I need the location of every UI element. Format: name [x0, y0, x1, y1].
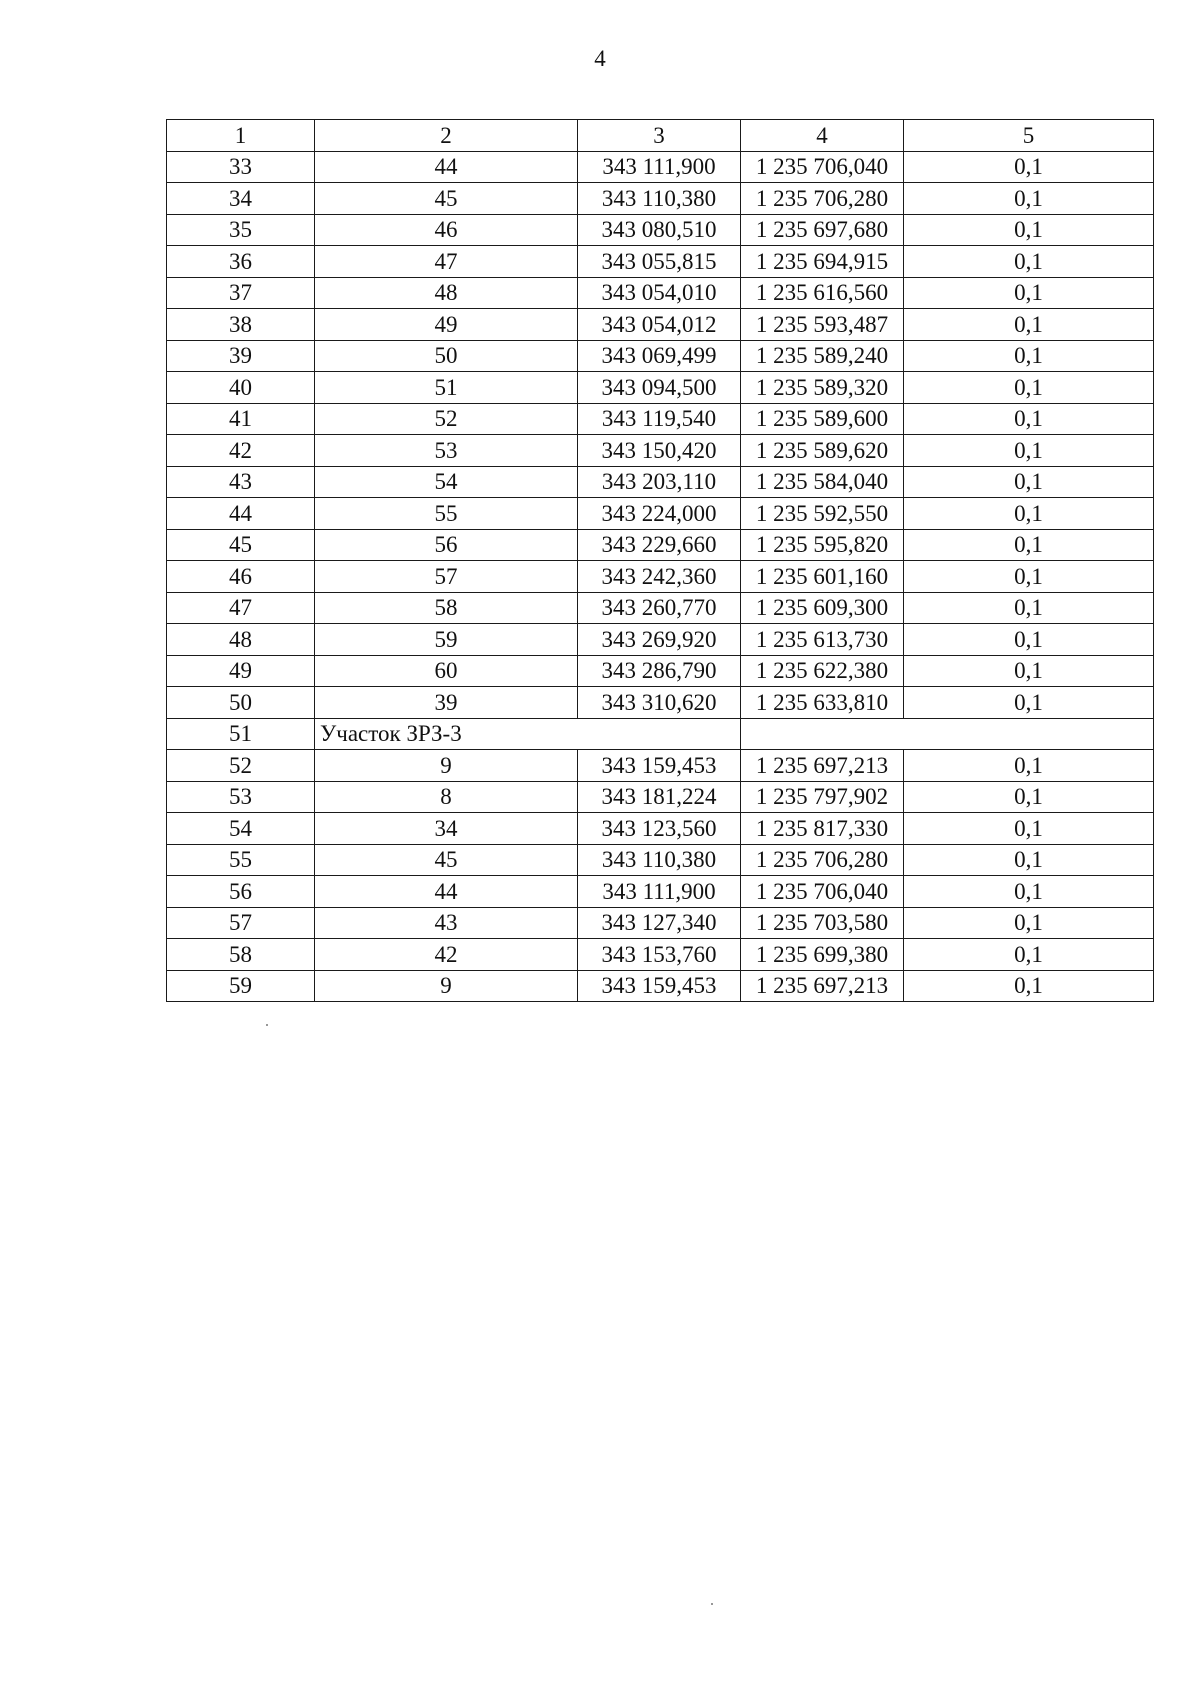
header-cell: 4	[741, 120, 904, 152]
table-cell: 0,1	[904, 750, 1154, 782]
table-cell: 1 235 697,213	[741, 970, 904, 1002]
table-cell: 1 235 613,730	[741, 624, 904, 656]
table-cell: 0,1	[904, 277, 1154, 309]
table-cell: 343 119,540	[578, 403, 741, 435]
table-cell: 43	[315, 907, 578, 939]
table-cell: 39	[315, 687, 578, 719]
table-cell: 1 235 706,280	[741, 844, 904, 876]
table-cell: 50	[315, 340, 578, 372]
table-cell: 49	[167, 655, 315, 687]
table-cell: 44	[315, 151, 578, 183]
section-label-cell: Участок ЗРЗ-3	[315, 718, 741, 750]
table-row	[167, 939, 1154, 971]
table-cell: 42	[315, 939, 578, 971]
table-cell: 343 127,340	[578, 907, 741, 939]
table-cell: 0,1	[904, 655, 1154, 687]
table-cell: 1 235 697,680	[741, 214, 904, 246]
table-row	[167, 687, 1154, 719]
table-cell: 56	[315, 529, 578, 561]
table-cell: 0,1	[904, 529, 1154, 561]
table-row	[167, 876, 1154, 908]
table-cell: 1 235 589,600	[741, 403, 904, 435]
table-row	[167, 214, 1154, 246]
table-cell: 343 150,420	[578, 435, 741, 467]
table-cell: 343 310,620	[578, 687, 741, 719]
table-cell: 0,1	[904, 687, 1154, 719]
table-cell: 52	[167, 750, 315, 782]
table-row	[167, 529, 1154, 561]
table-cell: 46	[315, 214, 578, 246]
table-cell: 49	[315, 309, 578, 341]
table-cell: 57	[315, 561, 578, 593]
table-cell: 1 235 633,810	[741, 687, 904, 719]
table-cell: 343 159,453	[578, 970, 741, 1002]
table-cell: 58	[315, 592, 578, 624]
table-cell: 343 203,110	[578, 466, 741, 498]
table-cell: 59	[315, 624, 578, 656]
table-cell: 55	[315, 498, 578, 530]
section-empty-cell	[741, 718, 1154, 750]
table-cell: 343 110,380	[578, 183, 741, 215]
table-cell: 343 229,660	[578, 529, 741, 561]
table-cell: 343 286,790	[578, 655, 741, 687]
table-cell: 1 235 706,040	[741, 151, 904, 183]
table-cell: 1 235 706,040	[741, 876, 904, 908]
table-cell: 1 235 609,300	[741, 592, 904, 624]
table-cell: 47	[315, 246, 578, 278]
table-cell: 35	[167, 214, 315, 246]
table-cell: 1 235 622,380	[741, 655, 904, 687]
table-row	[167, 340, 1154, 372]
table-cell: 0,1	[904, 592, 1154, 624]
table-cell: 40	[167, 372, 315, 404]
table-cell: 48	[315, 277, 578, 309]
table-cell: 0,1	[904, 466, 1154, 498]
table-cell: 46	[167, 561, 315, 593]
table-cell: 0,1	[904, 246, 1154, 278]
table-cell: 1 235 817,330	[741, 813, 904, 845]
coordinates-table-body	[167, 120, 1154, 1002]
table-cell: 0,1	[904, 561, 1154, 593]
table-cell: 9	[315, 750, 578, 782]
table-cell: 1 235 797,902	[741, 781, 904, 813]
table-row	[167, 277, 1154, 309]
table-cell: 0,1	[904, 624, 1154, 656]
table-cell: 53	[167, 781, 315, 813]
table-row	[167, 498, 1154, 530]
table-cell: 37	[167, 277, 315, 309]
table-cell: 0,1	[904, 183, 1154, 215]
table-cell: 42	[167, 435, 315, 467]
table-cell: 34	[167, 183, 315, 215]
table-cell: 343 159,453	[578, 750, 741, 782]
scan-speck	[711, 1603, 713, 1605]
table-cell: 45	[167, 529, 315, 561]
header-cell: 2	[315, 120, 578, 152]
table-cell: 343 123,560	[578, 813, 741, 845]
table-cell: 343 080,510	[578, 214, 741, 246]
table-cell: 343 110,380	[578, 844, 741, 876]
table-cell: 1 235 589,620	[741, 435, 904, 467]
table-cell: 0,1	[904, 309, 1154, 341]
table-cell: 343 242,360	[578, 561, 741, 593]
table-row	[167, 403, 1154, 435]
table-cell: 50	[167, 687, 315, 719]
table-row	[167, 466, 1154, 498]
table-cell: 343 269,920	[578, 624, 741, 656]
table-cell: 38	[167, 309, 315, 341]
table-row	[167, 435, 1154, 467]
table-cell: 1 235 584,040	[741, 466, 904, 498]
table-cell: 0,1	[904, 151, 1154, 183]
table-cell: 1 235 697,213	[741, 750, 904, 782]
table-cell: 9	[315, 970, 578, 1002]
table-row	[167, 309, 1154, 341]
table-cell: 343 094,500	[578, 372, 741, 404]
table-row	[167, 970, 1154, 1002]
table-cell: 343 260,770	[578, 592, 741, 624]
table-row	[167, 907, 1154, 939]
table-cell: 0,1	[904, 970, 1154, 1002]
table-cell: 0,1	[904, 813, 1154, 845]
page-number: 4	[594, 46, 606, 71]
table-cell: 0,1	[904, 498, 1154, 530]
table-cell: 1 235 592,550	[741, 498, 904, 530]
coordinates-table	[166, 119, 1154, 1002]
table-row	[167, 813, 1154, 845]
table-cell: 0,1	[904, 781, 1154, 813]
table-cell: 0,1	[904, 939, 1154, 971]
table-row	[167, 561, 1154, 593]
table-row	[167, 372, 1154, 404]
table-cell: 1 235 616,560	[741, 277, 904, 309]
table-cell: 0,1	[904, 403, 1154, 435]
table-cell: 0,1	[904, 907, 1154, 939]
table-cell: 54	[315, 466, 578, 498]
table-row	[167, 750, 1154, 782]
table-cell: 343 153,760	[578, 939, 741, 971]
table-cell: 33	[167, 151, 315, 183]
table-cell: 0,1	[904, 844, 1154, 876]
table-row	[167, 246, 1154, 278]
table-cell: 1 235 589,320	[741, 372, 904, 404]
table-cell: 53	[315, 435, 578, 467]
table-cell: 41	[167, 403, 315, 435]
scan-speck	[266, 1024, 268, 1026]
table-cell: 343 111,900	[578, 151, 741, 183]
table-cell: 343 069,499	[578, 340, 741, 372]
table-cell: 34	[315, 813, 578, 845]
table-cell: 54	[167, 813, 315, 845]
table-cell: 51	[315, 372, 578, 404]
table-cell: 1 235 703,580	[741, 907, 904, 939]
table-row	[167, 183, 1154, 215]
table-cell: 48	[167, 624, 315, 656]
table-cell: 44	[167, 498, 315, 530]
table-cell: 45	[315, 183, 578, 215]
table-header-row	[167, 120, 1154, 152]
table-cell: 8	[315, 781, 578, 813]
table-cell: 343 055,815	[578, 246, 741, 278]
table-cell: 0,1	[904, 340, 1154, 372]
table-row	[167, 781, 1154, 813]
header-cell: 1	[167, 120, 315, 152]
table-cell: 60	[315, 655, 578, 687]
table-cell: 57	[167, 907, 315, 939]
table-cell: 45	[315, 844, 578, 876]
table-row	[167, 844, 1154, 876]
table-cell: 0,1	[904, 876, 1154, 908]
table-cell: 1 235 699,380	[741, 939, 904, 971]
table-cell: 1 235 694,915	[741, 246, 904, 278]
table-cell: 0,1	[904, 214, 1154, 246]
table-cell: 343 054,012	[578, 309, 741, 341]
header-cell: 3	[578, 120, 741, 152]
section-row	[167, 718, 1154, 750]
table-cell: 36	[167, 246, 315, 278]
table-row	[167, 655, 1154, 687]
table-cell: 43	[167, 466, 315, 498]
section-number-cell: 51	[167, 718, 315, 750]
table-cell: 1 235 589,240	[741, 340, 904, 372]
table-cell: 1 235 595,820	[741, 529, 904, 561]
table-cell: 52	[315, 403, 578, 435]
table-cell: 0,1	[904, 435, 1154, 467]
table-cell: 58	[167, 939, 315, 971]
table-cell: 1 235 593,487	[741, 309, 904, 341]
table-row	[167, 151, 1154, 183]
table-cell: 343 054,010	[578, 277, 741, 309]
table-cell: 47	[167, 592, 315, 624]
table-cell: 39	[167, 340, 315, 372]
header-cell: 5	[904, 120, 1154, 152]
table-row	[167, 624, 1154, 656]
table-cell: 55	[167, 844, 315, 876]
table-cell: 343 224,000	[578, 498, 741, 530]
table-cell: 343 111,900	[578, 876, 741, 908]
table-cell: 0,1	[904, 372, 1154, 404]
table-cell: 59	[167, 970, 315, 1002]
table-cell: 44	[315, 876, 578, 908]
table-cell: 1 235 706,280	[741, 183, 904, 215]
table-row	[167, 592, 1154, 624]
table-cell: 343 181,224	[578, 781, 741, 813]
table-cell: 1 235 601,160	[741, 561, 904, 593]
table-cell: 56	[167, 876, 315, 908]
